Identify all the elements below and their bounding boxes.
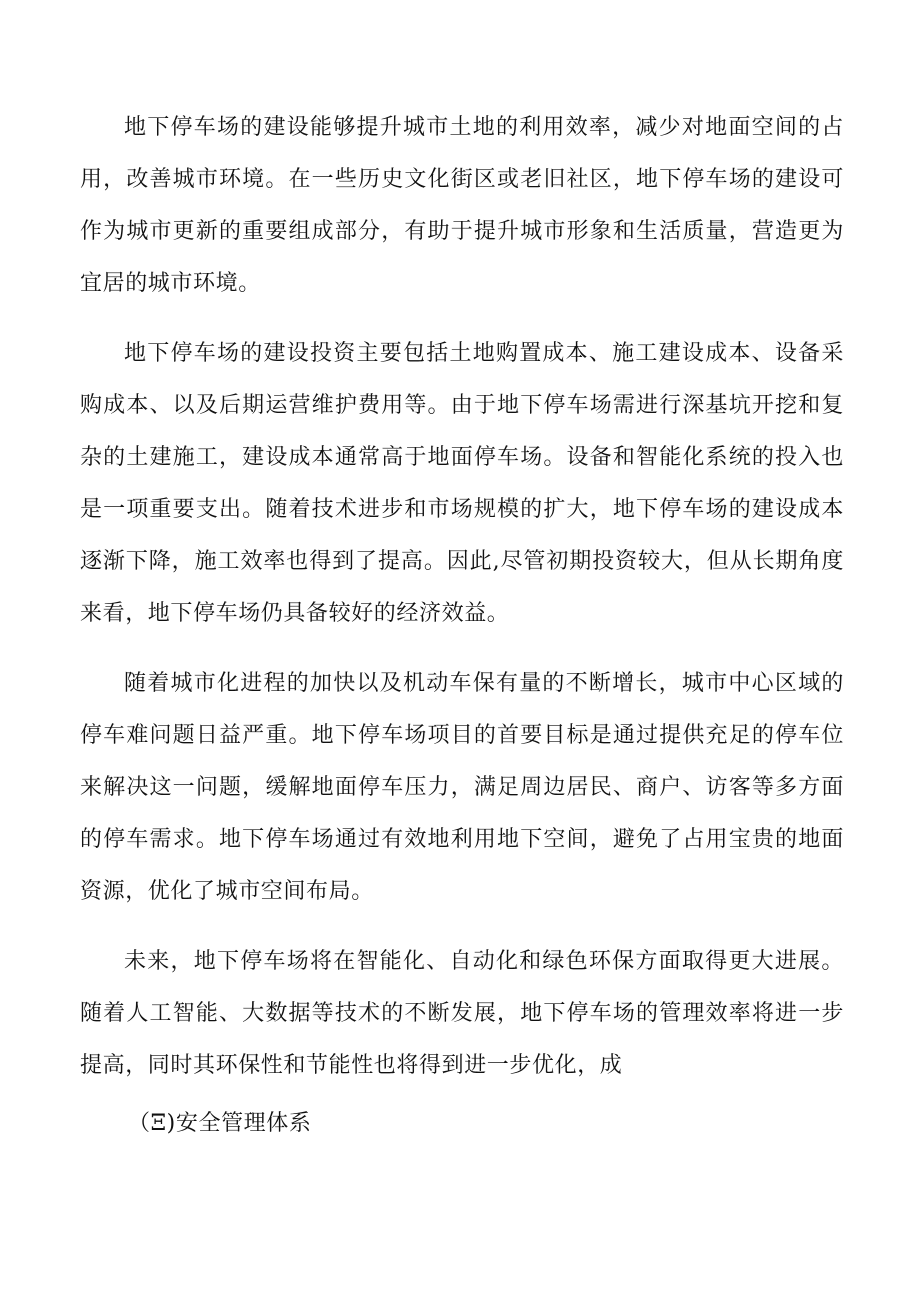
paragraph-parking-problem: 随着城市化进程的加快以及机动车保有量的不断增长，城市中心区域的停车难问题日益严重。地下停车场项目的首要目标是通过提供充足的停车位来解决这一问题，缓解地面停车压力，满足周边居民、商户、访客等多方面的停车需求。地下停车场通过有效地利用地下空间，避免了占用宝贵的地面资源，优化了城市空间布局。 xyxy=(80,671,844,904)
paragraph-urban-land-efficiency: 地下停车场的建设能够提升城市土地的利用效率，减少对地面空间的占用，改善城市环境。在一些历史文化街区或老旧社区，地下停车场的建设可作为城市更新的重要组成部分，有助于提升城市形象和生活质量，营造更为宜居的城市环境。 xyxy=(80,115,844,296)
section-heading-safety-management: （Ξ)安全管理体系 xyxy=(128,1111,312,1136)
paragraph-future-development: 未来，地下停车场将在智能化、自动化和绿色环保方面取得更大进展。随着人工智能、大数据等技术的不断发展，地下停车场的管理效率将进一步提高，同时其环保性和节能性也将得到进一步优化，成 xyxy=(80,949,844,1078)
paragraph-construction-investment: 地下停车场的建设投资主要包括土地购置成本、施工建设成本、设备采购成本、以及后期运营维护费用等。由于地下停车场需进行深基坑开挖和复杂的土建施工，建设成本通常高于地面停车场。设备和智能化系统的投入也是一项重要支出。随着技术进步和市场规模的扩大，地下停车场的建设成本逐渐下降，施工效率也得到了提高。因此,尽管初期投资较大，但从长期角度来看，地下停车场仍具备较好的经济效益。 xyxy=(80,341,844,626)
